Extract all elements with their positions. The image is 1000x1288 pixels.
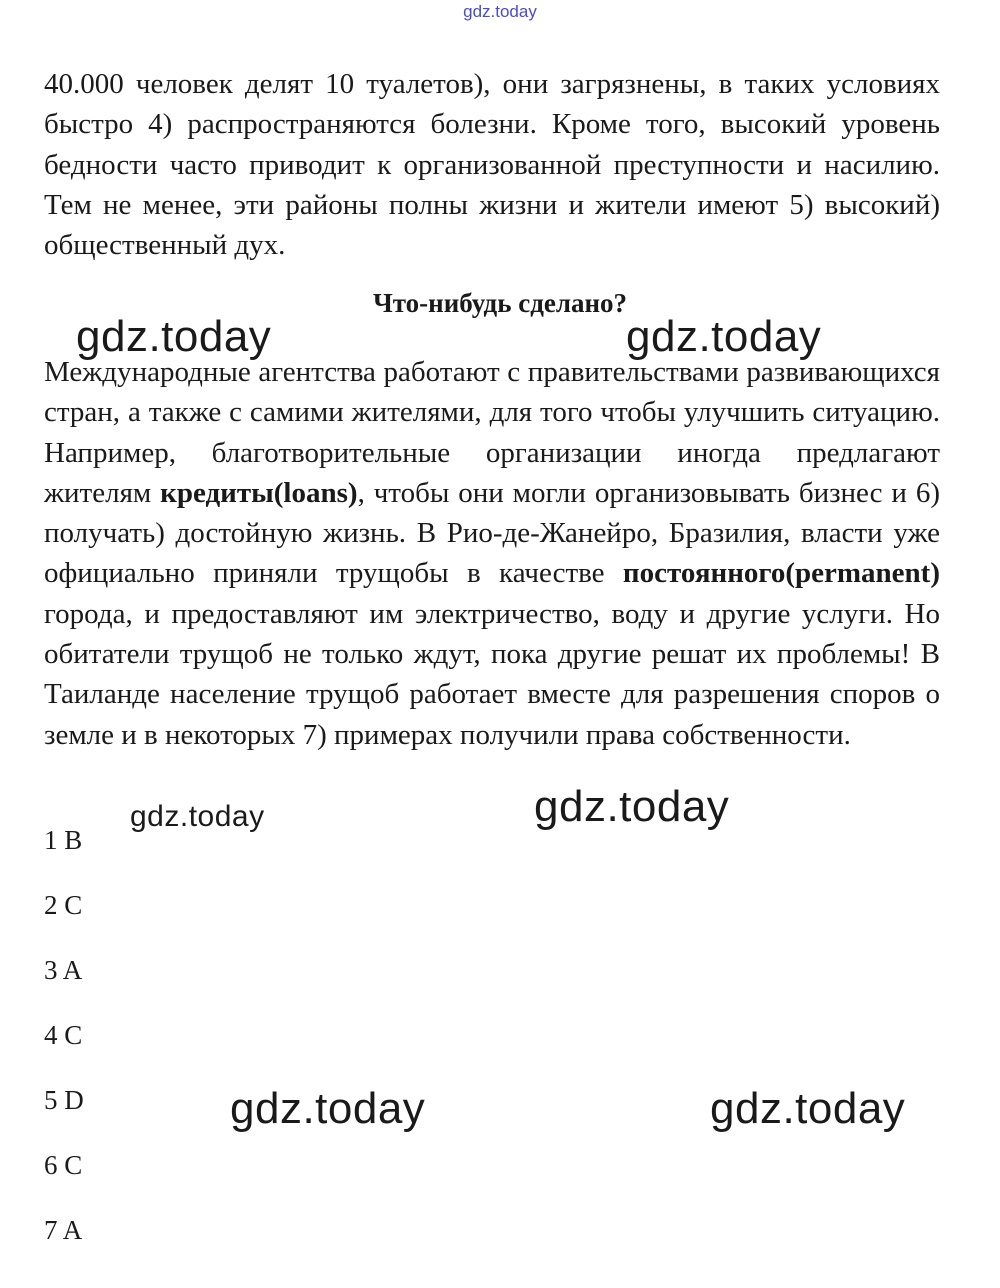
watermark: gdz.today [230, 1084, 426, 1133]
answer-item: 6 C [44, 1150, 83, 1180]
header-watermark: gdz.today [463, 2, 537, 21]
paragraph-2-part-3: города, и предоставляют им электричество, воду и другие услуги. Но обитатели трущоб не только ждут, пока другие решат их проблемы! В Таиланде население трущоб работает вместе для разрешения споров о земле и в некоторых 7) примерах получили права собственности. [44, 597, 940, 751]
paragraph-2 [44, 352, 940, 755]
answer-item: 7 A [44, 1215, 83, 1245]
answer-item: 4 C [44, 1020, 83, 1050]
answer-item: 5 D [44, 1085, 84, 1115]
bold-term-loans: кредиты(loans) [160, 476, 358, 509]
answer-item: 2 C [44, 890, 83, 920]
answer-item: 3 A [44, 955, 83, 985]
watermark: gdz.today [130, 800, 265, 833]
section-title: Что-нибудь сделано? [372, 288, 628, 318]
watermark: gdz.today [626, 312, 822, 361]
watermark: gdz.today [76, 312, 272, 361]
watermark: gdz.today [710, 1084, 906, 1133]
paragraph-2-part-1: Международные агентства работают с правительствами развивающихся стран, а также с самими жителями, для того чтобы улучшить ситуацию. Например, благотворительные организации иногда предлагают жителям [44, 356, 940, 509]
watermark: gdz.today [534, 782, 730, 831]
bold-term-permanent: постоянного(permanent) [622, 557, 940, 590]
paragraph-1: 40.000 человек делят 10 туалетов), они загрязнены, в таких условиях быстро 4) распространяются болезни. Кроме того, высокий уровень бедности часто приводит к организованной преступности и насилию. Тем не менее, эти районы полны жизни и жители имеют 5) высокий) общественный дух. [44, 68, 940, 262]
paragraph-2-part-2: , чтобы они могли организовывать бизнес и 6) получать) достойную жизнь. В Рио-де-Жанейро, Бразилия, власти уже официально приняли трущобы в качестве [44, 476, 940, 590]
answer-list [44, 822, 84, 1277]
answer-item: 1 B [44, 825, 83, 855]
